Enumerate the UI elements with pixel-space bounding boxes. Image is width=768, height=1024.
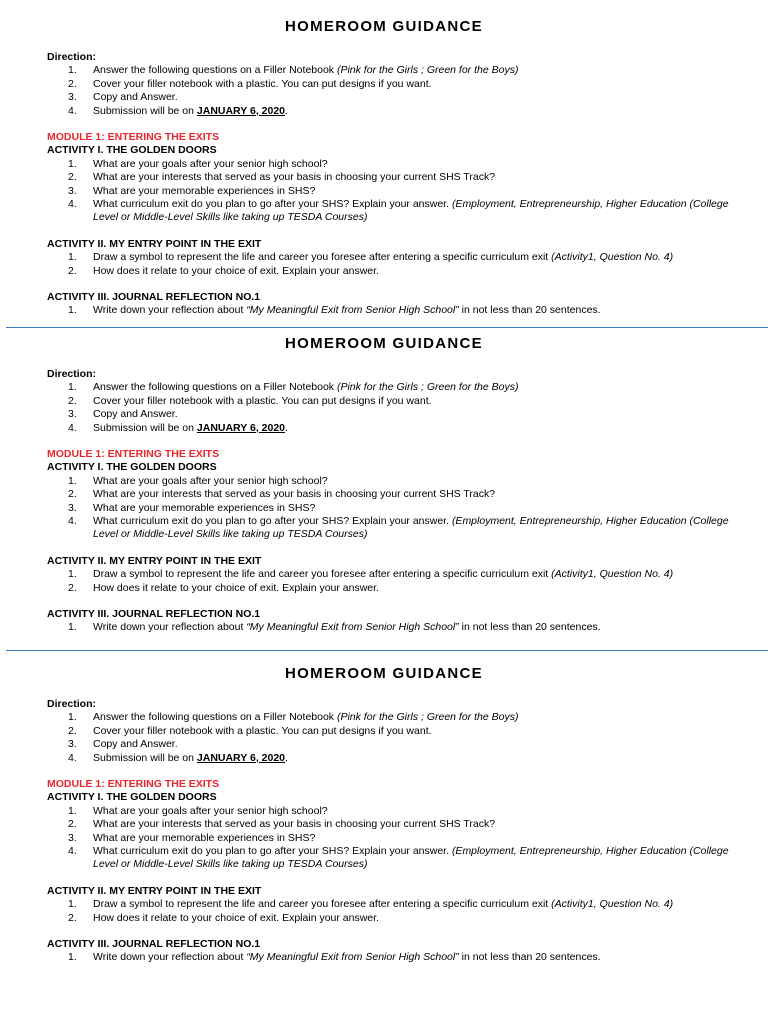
list-item: 2. What are your interests that served as your basis in choosing your current SHS Track? xyxy=(68,171,496,184)
list-item: 4. What curriculum exit do you plan to go after your SHS? Explain your answer. (Employment, Entrepreneurship, Higher Education (College Level or Middle-Level Skills like taking up TESDA Courses) xyxy=(68,198,729,224)
section-divider xyxy=(6,327,768,328)
activity-3-heading: ACTIVITY III. JOURNAL REFLECTION NO.1 xyxy=(47,608,261,621)
activity-2-list xyxy=(0,251,768,278)
module-heading: MODULE 1: ENTERING THE EXITS xyxy=(47,778,220,791)
page-title: HOMEROOM GUIDANCE xyxy=(285,335,483,352)
list-item: 1. What are your goals after your senior high school? xyxy=(68,157,328,170)
list-item: 1. Answer the following questions on a Filler Notebook (Pink for the Girls ; Green for the Boys) xyxy=(68,64,519,77)
activity-3-list xyxy=(0,304,768,317)
list-item: 2. Cover your filler notebook with a plastic. You can put designs if you want. xyxy=(68,724,432,737)
guidance-section-2 xyxy=(0,333,768,635)
activity-1-heading: ACTIVITY I. THE GOLDEN DOORS xyxy=(47,144,217,157)
list-item: 3. Copy and Answer. xyxy=(68,408,178,421)
list-item: 3. What are your memorable experiences in SHS? xyxy=(68,501,316,514)
list-item: 2. Cover your filler notebook with a plastic. You can put designs if you want. xyxy=(68,394,432,407)
activity-1-heading: ACTIVITY I. THE GOLDEN DOORS xyxy=(47,461,217,474)
direction-label: Direction: xyxy=(47,51,97,63)
list-item: 2. How does it relate to your choice of exit. Explain your answer. xyxy=(68,911,379,924)
guidance-section-3 xyxy=(0,663,768,965)
list-item: 3. What are your memorable experiences in SHS? xyxy=(68,831,316,844)
submission-date: JANUARY 6, 2020 xyxy=(196,421,286,434)
list-item: 4. Submission will be on JANUARY 6, 2020. xyxy=(68,421,288,434)
activity-3-heading: ACTIVITY III. JOURNAL REFLECTION NO.1 xyxy=(47,291,261,304)
section-divider xyxy=(6,650,768,651)
list-item: 4. What curriculum exit do you plan to go after your SHS? Explain your answer. (Employment, Entrepreneurship, Higher Education (College Level or Middle-Level Skills like taking up TESDA Courses) xyxy=(68,845,729,871)
list-item: 1. Write down your reflection about “My Meaningful Exit from Senior High School” in not less than 20 sentences. xyxy=(68,621,601,634)
activity-1-heading: ACTIVITY I. THE GOLDEN DOORS xyxy=(47,791,217,804)
list-item: 4. Submission will be on JANUARY 6, 2020. xyxy=(68,751,288,764)
activity-1-list xyxy=(0,475,768,542)
activity-2-heading: ACTIVITY II. MY ENTRY POINT IN THE EXIT xyxy=(47,237,262,250)
list-item: 1. Write down your reflection about “My Meaningful Exit from Senior High School” in not less than 20 sentences. xyxy=(68,951,601,964)
list-item: 3. Copy and Answer. xyxy=(68,91,178,104)
activity-2-list xyxy=(0,898,768,925)
direction-list xyxy=(0,711,768,765)
module-heading: MODULE 1: ENTERING THE EXITS xyxy=(47,448,220,461)
activity-2-heading: ACTIVITY II. MY ENTRY POINT IN THE EXIT xyxy=(47,554,262,567)
direction-label: Direction: xyxy=(47,698,97,710)
list-item: 2. What are your interests that served as your basis in choosing your current SHS Track? xyxy=(68,818,496,831)
list-item: 1. What are your goals after your senior high school? xyxy=(68,804,328,817)
module-heading: MODULE 1: ENTERING THE EXITS xyxy=(47,131,220,144)
activity-2-heading: ACTIVITY II. MY ENTRY POINT IN THE EXIT xyxy=(47,884,262,897)
page-title: HOMEROOM GUIDANCE xyxy=(285,665,483,682)
list-item: 1. Write down your reflection about “My Meaningful Exit from Senior High School” in not less than 20 sentences. xyxy=(68,304,601,317)
guidance-section-1 xyxy=(0,16,768,318)
list-item: 2. How does it relate to your choice of exit. Explain your answer. xyxy=(68,581,379,594)
activity-1-list xyxy=(0,158,768,225)
list-item: 2. What are your interests that served as your basis in choosing your current SHS Track? xyxy=(68,488,496,501)
activity-3-list xyxy=(0,621,768,634)
direction-list xyxy=(0,64,768,118)
activity-3-heading: ACTIVITY III. JOURNAL REFLECTION NO.1 xyxy=(47,938,261,951)
list-item: 1. Answer the following questions on a Filler Notebook (Pink for the Girls ; Green for the Boys) xyxy=(68,711,519,724)
list-item: 1. Draw a symbol to represent the life and career you foresee after entering a specific curriculum exit (Activity1, Question No. 4) xyxy=(68,568,674,581)
list-item: 1. Answer the following questions on a Filler Notebook (Pink for the Girls ; Green for the Boys) xyxy=(68,381,519,394)
direction-label: Direction: xyxy=(47,368,97,380)
submission-date: JANUARY 6, 2020 xyxy=(196,751,286,764)
list-item: 1. Draw a symbol to represent the life and career you foresee after entering a specific curriculum exit (Activity1, Question No. 4) xyxy=(68,251,674,264)
list-item: 1. What are your goals after your senior high school? xyxy=(68,474,328,487)
list-item: 3. Copy and Answer. xyxy=(68,738,178,751)
list-item: 4. What curriculum exit do you plan to go after your SHS? Explain your answer. (Employment, Entrepreneurship, Higher Education (College Level or Middle-Level Skills like taking up TESDA Courses) xyxy=(68,515,729,541)
submission-date: JANUARY 6, 2020 xyxy=(196,104,286,117)
list-item: 2. Cover your filler notebook with a plastic. You can put designs if you want. xyxy=(68,77,432,90)
activity-1-list xyxy=(0,805,768,872)
list-item: 4. Submission will be on JANUARY 6, 2020. xyxy=(68,104,288,117)
activity-2-list xyxy=(0,568,768,595)
direction-list xyxy=(0,381,768,435)
list-item: 2. How does it relate to your choice of exit. Explain your answer. xyxy=(68,264,379,277)
list-item: 3. What are your memorable experiences in SHS? xyxy=(68,184,316,197)
list-item: 1. Draw a symbol to represent the life and career you foresee after entering a specific curriculum exit (Activity1, Question No. 4) xyxy=(68,898,674,911)
activity-3-list xyxy=(0,951,768,964)
page-title: HOMEROOM GUIDANCE xyxy=(285,18,483,35)
